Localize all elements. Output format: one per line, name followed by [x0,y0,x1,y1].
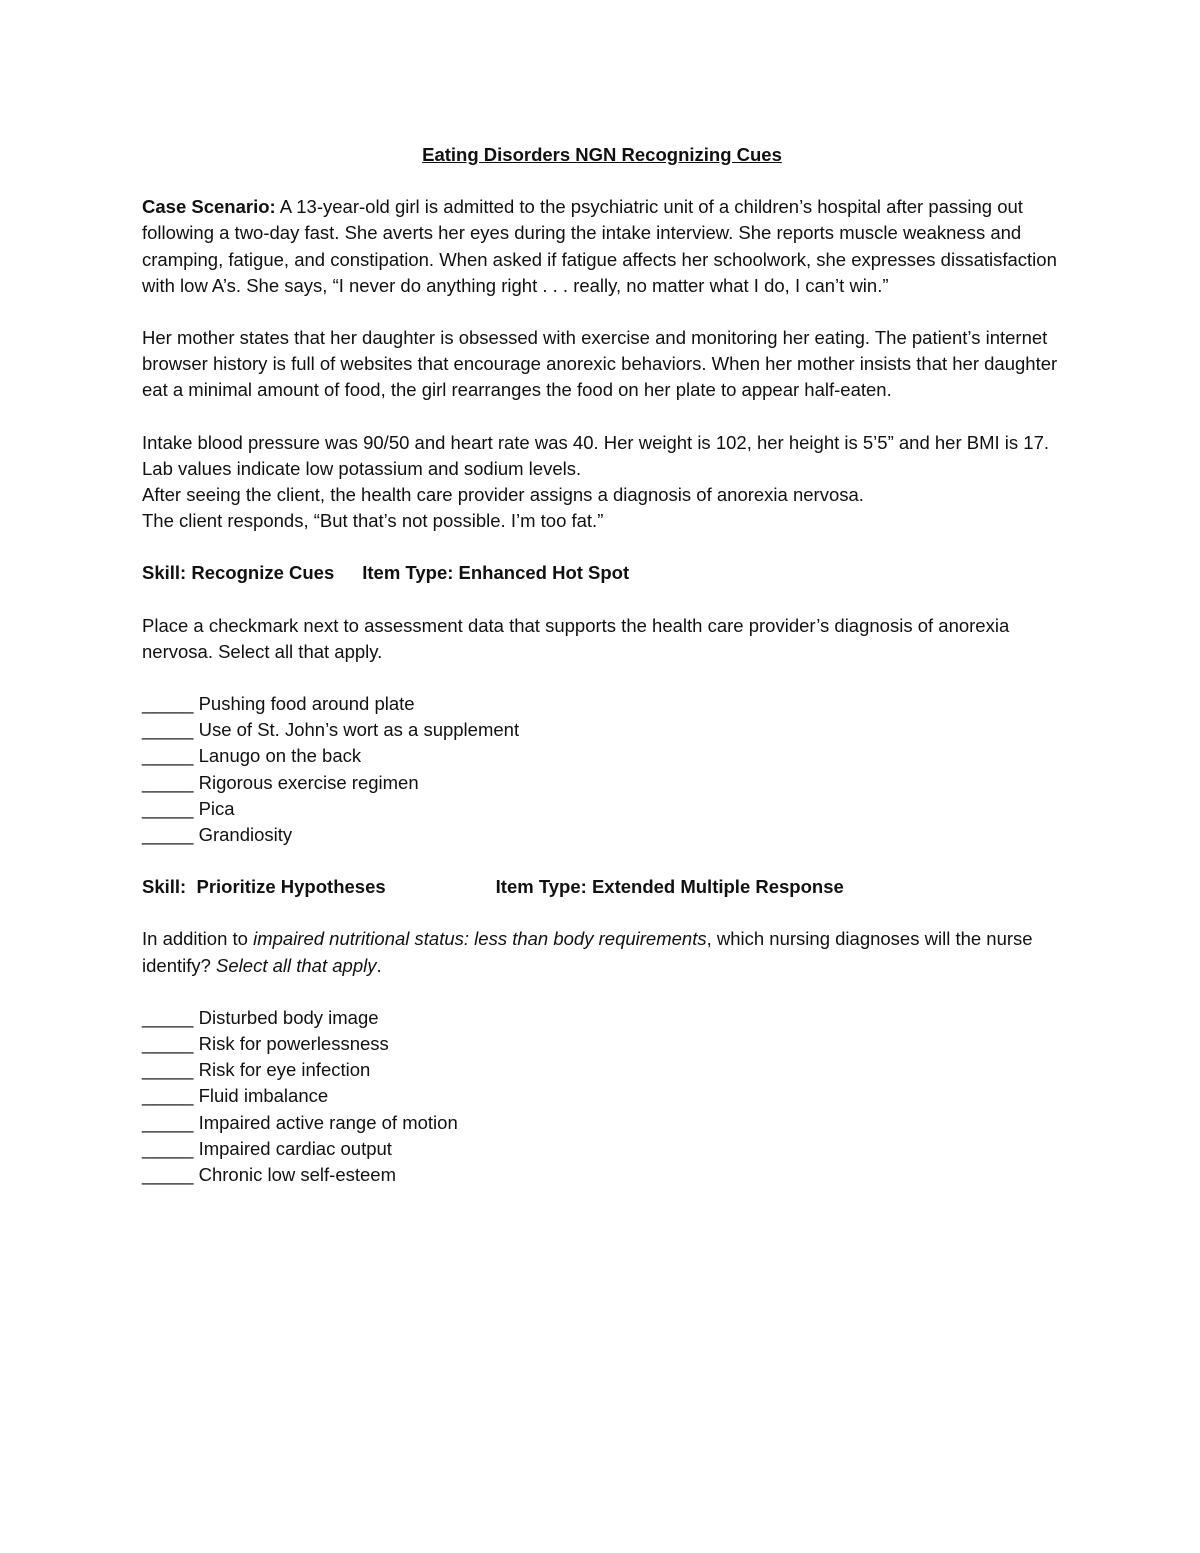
option-label: Risk for eye infection [198,1059,371,1081]
mother-statement-paragraph: Her mother states that her daughter is obsessed with exercise and monitoring her eating. The patient’s internet browser history is full of websites that encourage anorexic behaviors. When her mother insists that her daughter eat a minimal amount of food, the girl rearranges the food on her plate to appear half-eaten. [142,327,1058,401]
document-title: Eating Disorders NGN Recognizing Cues [422,144,782,165]
q2-prompt-end: . [376,954,382,976]
answer-blank: _____ [142,1006,194,1028]
diagnosis-paragraph: After seeing the client, the health care provider assigns a diagnosis of anorexia nervosa. [142,484,864,506]
vitals-paragraph: Intake blood pressure was 90/50 and heart rate was 40. Her weight is 102, her height is 5’5” and her BMI is 17. Lab values indicate low potassium and sodium levels. [142,431,1050,479]
answer-blank: _____ [142,719,194,741]
answer-blank: _____ [142,1085,194,1107]
option-label: Chronic low self-esteem [198,1164,396,1186]
document-page [142,142,1062,1214]
option-label: Fluid imbalance [198,1085,329,1107]
option-label: Lanugo on the back [198,745,362,767]
q2-option[interactable] [142,1031,1062,1057]
q2-item-type: Item Type: Extended Multiple Response [495,876,844,898]
option-label: Risk for powerlessness [198,1033,389,1055]
q2-skill: Skill: Prioritize Hypotheses [142,876,386,898]
case-scenario-paragraph [142,194,1062,299]
q2-option[interactable] [142,1005,1062,1031]
q2-prompt [142,926,1062,978]
q2-option[interactable] [142,1057,1062,1083]
q1-skill: Skill: Recognize Cues [142,562,335,584]
q1-options-list [142,691,1062,848]
q2-option[interactable] [142,1162,1062,1188]
answer-blank: _____ [142,771,194,793]
case-scenario-label: Case Scenario: [142,196,276,218]
answer-blank: _____ [142,745,194,767]
answer-blank: _____ [142,824,194,846]
client-response-paragraph: The client responds, “But that’s not possible. I’m too fat.” [142,510,604,532]
q1-option[interactable] [142,717,1062,743]
option-label: Impaired active range of motion [198,1111,458,1133]
answer-blank: _____ [142,1033,194,1055]
option-label: Disturbed body image [198,1006,379,1028]
q2-skill-line [142,874,1062,900]
answer-blank: _____ [142,1137,194,1159]
q1-option[interactable] [142,770,1062,796]
answer-blank: _____ [142,1164,194,1186]
option-label: Grandiosity [198,824,293,846]
answer-blank: _____ [142,797,194,819]
q2-options-list [142,1005,1062,1188]
q2-option[interactable] [142,1110,1062,1136]
q1-option[interactable] [142,822,1062,848]
q1-skill-line [142,560,1062,586]
q2-prompt-mid: , which nursing diagnoses will the nurse identify? [142,928,1033,976]
case-scenario-text: A 13-year-old girl is admitted to the psychiatric unit of a children’s hospital after passing out following a two-day fast. She averts her eyes during the intake interview. She reports muscle weakness and cramping, fatigue, and constipation. When asked if fatigue affects her schoolwork, she expresses dissatisfaction with low A’s. She says, “I never do anything right . . . really, no matter what I do, I can’t win.” [142,196,1057,296]
option-label: Rigorous exercise regimen [198,771,419,793]
answer-blank: _____ [142,1059,194,1081]
q2-prompt-emphasis: impaired nutritional status: less than body requirements [253,928,707,950]
option-label: Impaired cardiac output [198,1137,392,1159]
answer-blank: _____ [142,693,194,715]
q1-option[interactable] [142,691,1062,717]
option-label: Pica [198,797,235,819]
answer-blank: _____ [142,1111,194,1133]
q1-option[interactable] [142,796,1062,822]
q2-prompt-select-all: Select all that apply [216,954,377,976]
option-label: Pushing food around plate [198,693,415,715]
q1-option[interactable] [142,743,1062,769]
q1-item-type: Item Type: Enhanced Hot Spot [362,562,630,584]
option-label: Use of St. John’s wort as a supplement [198,719,520,741]
q2-option[interactable] [142,1136,1062,1162]
q2-option[interactable] [142,1083,1062,1109]
q2-prompt-pre: In addition to [142,928,254,950]
q1-prompt: Place a checkmark next to assessment data that supports the health care provider’s diagnosis of anorexia nervosa. Select all that apply. [142,614,1010,662]
